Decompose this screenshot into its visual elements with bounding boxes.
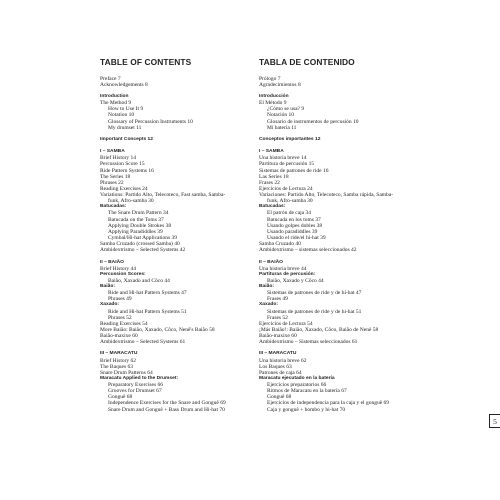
toc-entry: Snare Drum Patterns 64 bbox=[100, 369, 153, 376]
toc-section-heading: I – SAMBA bbox=[100, 149, 125, 155]
toc-section-heading: III – MARACATU bbox=[100, 351, 138, 357]
toc-entry: The Method 9 bbox=[100, 100, 132, 107]
toc-entry: Sistemas de patrones de ride y de hi-hat 51 bbox=[267, 308, 362, 315]
toc-entry: Una historia breve 14 bbox=[259, 155, 307, 162]
toc-entry: Usando golpes dobles 38 bbox=[267, 222, 323, 229]
toc-section-heading: Baião: bbox=[100, 284, 115, 290]
toc-entry: Percussion Score 15 bbox=[100, 161, 145, 168]
toc-section-heading: Batucadas: bbox=[259, 204, 286, 210]
toc-entry: Una historia breve 62 bbox=[259, 357, 307, 364]
toc-entry: Ejercicios preparatorios 66 bbox=[267, 382, 327, 389]
toc-entry: Una historia breve 44 bbox=[259, 265, 307, 272]
toc-entry: Brief History 62 bbox=[100, 357, 137, 364]
toc-entry: funk, Afro-samba 30 bbox=[108, 198, 154, 205]
toc-entry: Glossary of Percussion Instruments 10 bbox=[108, 118, 193, 125]
toc-entry: Caja y gonguê + bombo y hi-hat 70 bbox=[267, 406, 346, 413]
toc-entry: Preparatory Exercises 66 bbox=[108, 382, 163, 389]
toc-section-heading: I – SAMBA bbox=[259, 149, 284, 155]
toc-entry: The Series 18 bbox=[100, 173, 131, 180]
toc-entry: Partitura de percusión 15 bbox=[259, 161, 315, 168]
toc-section-heading: Xaxado: bbox=[100, 302, 120, 308]
toc-entry: Applying Double Strokes 38 bbox=[108, 222, 172, 229]
toc-entry: El patrón de caja 34 bbox=[267, 210, 311, 217]
toc-entry: Frases 52 bbox=[267, 314, 288, 321]
toc-entry: Brief History 14 bbox=[100, 155, 137, 162]
toc-entry: Las Series 18 bbox=[259, 173, 289, 180]
toc-entry: Snare Drum and Gonguê + Bass Drum and Hi-hat 70 bbox=[108, 406, 225, 413]
toc-entry: Notación 10 bbox=[267, 112, 295, 119]
toc-section-heading: Percussion Scores: bbox=[100, 271, 146, 277]
toc-entry: Cymbal/Hi-hat Applications 39 bbox=[108, 234, 178, 241]
toc-entry: Ambidextrismo – Selected Systems 61 bbox=[100, 339, 186, 346]
toc-entry: Brief History 44 bbox=[100, 265, 137, 272]
toc-entry: Mi batería 11 bbox=[267, 124, 297, 131]
toc-section-heading: Baião: bbox=[259, 284, 274, 290]
page-number: 5 bbox=[489, 414, 500, 428]
toc-entry: Variations: Partido Alto, Telecoteco, Fast samba, Samba- bbox=[100, 192, 226, 199]
toc-entry: Ejercicios de Lectura 24 bbox=[259, 185, 313, 192]
toc-entry: funk, Afro-samba 30 bbox=[267, 198, 313, 205]
toc-entry: Usando el ride/el hi-hat 39 bbox=[267, 234, 326, 241]
toc-entry: Notation 10 bbox=[108, 112, 135, 119]
toc-title-english: TABLE OF CONTENTS bbox=[100, 57, 192, 67]
toc-entry: Acknowledgements 8 bbox=[100, 81, 148, 88]
toc-entry: The Baques 63 bbox=[100, 363, 133, 370]
toc-entry: Samba Cruzado (crossed Samba) 40 bbox=[100, 241, 180, 248]
toc-entry: Agradecimientos 8 bbox=[259, 81, 301, 88]
toc-entry: Baião, Xaxado and Côco 44 bbox=[108, 277, 170, 284]
toc-entry: My drumset 11 bbox=[108, 124, 142, 131]
toc-entry: Ambidextrismo – Sistemas seleccionados 61 bbox=[259, 339, 358, 346]
toc-title-spanish: TABLA DE CONTENIDO bbox=[259, 57, 355, 67]
toc-entry: Ejercicios de Lectura 54 bbox=[259, 320, 313, 327]
toc-section-heading: II – BAIÃO bbox=[259, 259, 283, 265]
toc-entry: Baião-maxixe 60 bbox=[100, 333, 138, 340]
toc-entry: Sistemas de patrones de ride 16 bbox=[259, 167, 329, 174]
toc-entry: ¿Cómo se usa? 9 bbox=[267, 106, 305, 113]
toc-entry: Ritmos de Maracatu en la batería 67 bbox=[267, 388, 347, 395]
toc-entry: El Método 9 bbox=[259, 100, 287, 107]
toc-entry: Phrases 49 bbox=[108, 296, 132, 303]
toc-section-heading: Xaxado: bbox=[259, 302, 279, 308]
toc-entry: Frases 22 bbox=[259, 179, 280, 186]
toc-section-heading: Introduction bbox=[100, 93, 129, 99]
toc-entry: Independence Exercises for the Snare and Gonguê 69 bbox=[108, 400, 226, 407]
toc-section-heading: II – BAIÃO bbox=[100, 259, 124, 265]
toc-entry: Reading Exercises 54 bbox=[100, 320, 148, 327]
toc-section-heading: Conceptos importantes 12 bbox=[259, 136, 321, 142]
toc-entry: Batucada en los toms 37 bbox=[267, 216, 321, 223]
toc-entry: Reading Exercises 24 bbox=[100, 185, 148, 192]
toc-entry: Los Baques 63 bbox=[259, 363, 292, 370]
toc-entry: Ride and Hi-hat Pattern Systems 51 bbox=[108, 308, 187, 315]
toc-section-heading: Maracatu ejecutado en la batería bbox=[259, 375, 335, 381]
toc-entry: Ambidextrismo – sistemas seleccionados 42 bbox=[259, 247, 357, 254]
toc-entry: Ride and Hi-hat Pattern Systems 47 bbox=[108, 290, 187, 297]
toc-entry: Patrones de caja 64 bbox=[259, 369, 302, 376]
toc-entry: Sistemas de patrones de ride y de hi-hat 47 bbox=[267, 290, 362, 297]
toc-entry: Usando paradiddles 39 bbox=[267, 228, 318, 235]
toc-entry: More Baião: Baião, Xaxado, Côco, Nenê's Baião 58 bbox=[100, 326, 215, 333]
toc-entry: Ride Pattern Systems 16 bbox=[100, 167, 154, 174]
toc-section-heading: Introducción bbox=[259, 93, 289, 99]
toc-section-heading: Maracatu Applied to the Drumset: bbox=[100, 375, 179, 381]
toc-entry: Phrases 22 bbox=[100, 179, 124, 186]
toc-entry: Prólogo 7 bbox=[259, 75, 281, 82]
toc-entry: Baião, Xaxado y Côco 44 bbox=[267, 277, 324, 284]
toc-entry: Ejercicios de independencia para la caja y el gonguê 69 bbox=[267, 400, 390, 407]
toc-entry: The Snare Drum Pattern 34 bbox=[108, 210, 169, 217]
toc-entry: Batucada on the Toms 37 bbox=[108, 216, 164, 223]
toc-section-heading: Partituras de percusión: bbox=[259, 271, 316, 277]
toc-entry: Ambidextrismo – Selected Systems 42 bbox=[100, 247, 186, 254]
toc-entry: Applying Paradiddles 39 bbox=[108, 228, 163, 235]
toc-entry: Baião-maxixe 60 bbox=[259, 333, 297, 340]
toc-entry: Preface 7 bbox=[100, 75, 121, 82]
toc-entry: Frases 49 bbox=[267, 296, 288, 303]
toc-entry: Gonguê 68 bbox=[108, 394, 133, 401]
toc-entry: Samba Cruzado 40 bbox=[259, 241, 301, 248]
toc-section-heading: Important Concepts 12 bbox=[100, 136, 153, 142]
toc-entry: Phrases 52 bbox=[108, 314, 132, 321]
toc-section-heading: Batucadas: bbox=[100, 204, 127, 210]
toc-entry: Variaciones: Partido Alto, Telecoteco, Samba rápida, Samba- bbox=[259, 192, 394, 199]
toc-entry: ¡Más Baião!: Baião, Xaxado, Côco, Baião de Nenê 58 bbox=[259, 326, 379, 333]
toc-entry: How to Use It 9 bbox=[108, 106, 144, 113]
toc-entry: Gonguê 68 bbox=[267, 394, 292, 401]
toc-section-heading: III – MARACATU bbox=[259, 351, 297, 357]
toc-entry: Grooves for Drumset 67 bbox=[108, 388, 162, 395]
toc-entry: Glosario de instrumentos de percusión 10 bbox=[267, 118, 359, 125]
